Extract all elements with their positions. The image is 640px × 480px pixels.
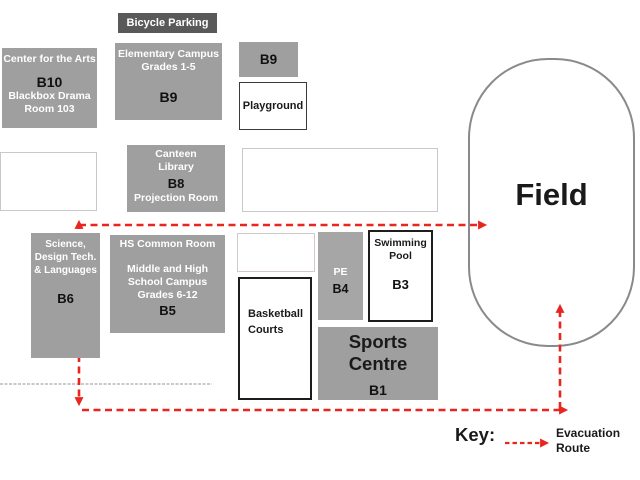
building-title: Sports Centre <box>348 331 408 374</box>
key-label: Key: <box>455 424 496 445</box>
building-title: Science, <box>45 239 86 250</box>
building-title: Library <box>158 161 194 173</box>
building-code: B8 <box>167 176 185 191</box>
building-title: Pool <box>389 250 412 262</box>
building-title: HS Common Room <box>119 238 216 250</box>
building-title: Design Tech. <box>34 252 97 263</box>
building-code: B3 <box>392 277 409 292</box>
building-subtitle: School Campus <box>127 276 208 288</box>
building-code: B4 <box>332 282 349 296</box>
building-b10-center-for-arts <box>2 48 97 128</box>
playground-label: Playground <box>242 99 304 112</box>
building-title: PE <box>333 266 348 278</box>
building-b9-annex <box>239 42 298 77</box>
building-b1-sports-centre <box>318 327 438 400</box>
building-subtitle: Grades 6-12 <box>137 289 198 301</box>
building-code: B10 <box>36 74 63 90</box>
building-code: B6 <box>57 291 74 306</box>
building-subtitle: Middle and High <box>126 263 209 275</box>
building-b3-swimming-pool <box>368 230 433 322</box>
bicycle-parking-label: Bicycle Parking <box>126 17 209 29</box>
key-legend-line: Evacuation <box>556 426 621 440</box>
building-basketball-courts <box>238 277 312 400</box>
building-bicycle-parking <box>118 13 217 33</box>
basketball-label: Basketball <box>248 308 304 320</box>
building-code: B1 <box>369 382 387 398</box>
building-b5-hs-common-room <box>110 235 225 333</box>
building-code: B9 <box>159 89 178 105</box>
building-title: Elementary Campus <box>118 48 219 60</box>
building-playground <box>239 82 307 130</box>
building-code: B9 <box>259 52 278 67</box>
basketball-label: Courts <box>248 324 284 336</box>
building-subtitle: Room 103 <box>24 103 75 115</box>
building-subtitle: Blackbox Drama <box>8 90 91 102</box>
building-title: Center for the Arts <box>3 53 96 65</box>
building-code: B5 <box>159 303 176 318</box>
building-b4-pe <box>318 232 363 320</box>
key-legend-line: Route <box>556 441 590 455</box>
field-label: Field <box>515 176 588 212</box>
building-b9-elementary-campus <box>115 43 222 120</box>
unlabeled-building-small <box>237 233 315 272</box>
building-title: Grades 1-5 <box>141 61 196 73</box>
building-subtitle: Projection Room <box>133 192 218 204</box>
unlabeled-building-left <box>0 152 97 211</box>
key-legend <box>556 426 620 456</box>
building-title: & Languages <box>34 265 97 276</box>
building-title: Canteen <box>155 148 197 160</box>
unlabeled-building-middle <box>242 148 438 212</box>
building-b6-science-design-tech <box>31 233 100 358</box>
building-b8-canteen-library <box>127 145 225 212</box>
building-title: Swimming <box>374 237 427 249</box>
